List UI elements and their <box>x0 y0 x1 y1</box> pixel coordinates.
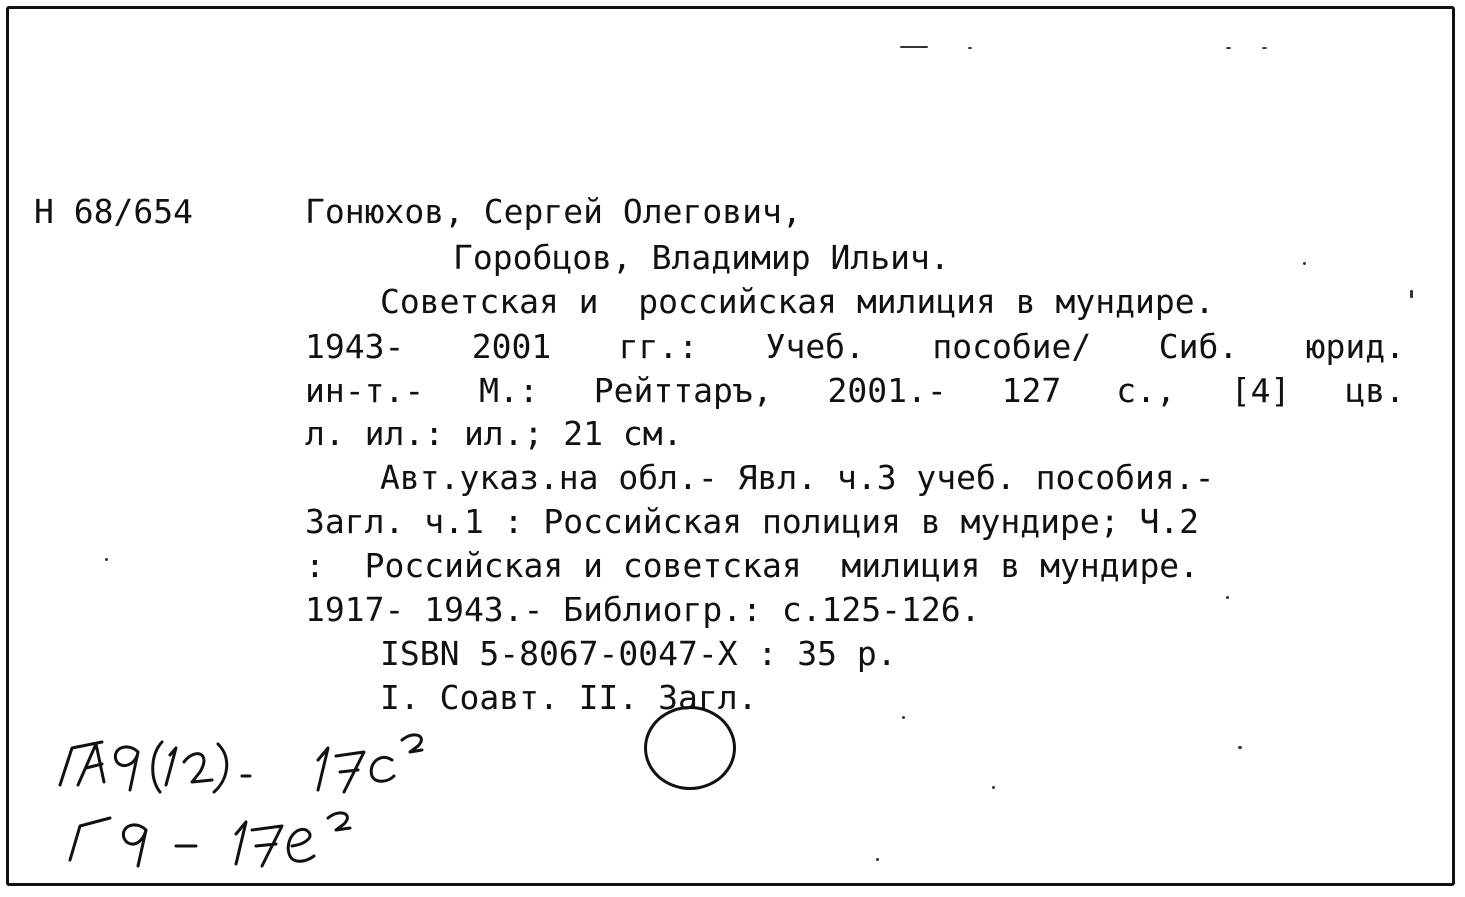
note-line-3: : Российская и советская милиция в мундире. <box>305 546 1200 585</box>
scan-speck <box>1410 290 1413 298</box>
handwritten-stroke <box>288 829 314 861</box>
handwritten-stroke <box>252 826 282 866</box>
imprint-word: 2001.- <box>827 371 947 410</box>
imprint-word: ин-т.- <box>305 371 425 410</box>
handwritten-stroke <box>184 754 212 782</box>
imprint-word: Сиб. <box>1158 327 1239 366</box>
imprint-word: гг.: <box>618 327 699 366</box>
note-line-1: Авт.указ.на обл.- Явл. ч.3 учеб. пособия.- <box>380 458 1215 497</box>
scan-speck <box>1226 596 1229 599</box>
handwritten-stroke <box>371 757 394 781</box>
scan-speck <box>900 46 928 48</box>
handwritten-stroke <box>214 744 227 792</box>
scan-speck <box>1226 47 1231 49</box>
handwritten-stroke <box>318 748 328 790</box>
tracings-line: I. Соавт. II. Загл. <box>380 678 758 717</box>
imprint-word: [4] <box>1230 371 1291 410</box>
title-line: Советская и российская милиция в мундире. <box>380 282 1215 321</box>
shelfmark: Н 68/654 <box>34 192 193 231</box>
imprint-word: юрид. <box>1305 327 1405 366</box>
imprint-word: пособие/ <box>932 327 1092 366</box>
isbn-line: ISBN 5-8067-0047-X : 35 р. <box>380 634 897 673</box>
author-secondary: Горобцов, Владимир Ильич. <box>453 238 950 277</box>
scan-speck <box>105 558 108 561</box>
scan-speck <box>968 47 972 49</box>
note-line-2: Загл. ч.1 : Российская полиция в мундире; Ч.2 <box>305 502 1200 541</box>
imprint-word: 2001 <box>471 327 552 366</box>
handwritten-stroke <box>153 742 162 792</box>
author-primary: Гонюхов, Сергей Олегович, <box>305 192 802 231</box>
imprint-word: цв. <box>1345 371 1405 410</box>
note-line-4: 1917- 1943.- Библиогр.: с.125-126. <box>305 590 981 629</box>
imprint-word: с., <box>1116 371 1176 410</box>
scan-speck <box>992 786 995 789</box>
handwritten-stroke <box>236 822 246 864</box>
handwritten-stroke <box>402 735 422 752</box>
scan-speck <box>1262 47 1267 49</box>
imprint-word: Учеб. <box>765 327 865 366</box>
imprint-word: Рейттаръ, <box>593 371 773 410</box>
handwritten-stroke <box>78 744 104 785</box>
handwritten-stroke <box>70 818 110 860</box>
handwritten-stroke <box>115 747 138 790</box>
scan-speck <box>876 858 879 861</box>
imprint-word: 127 <box>1001 371 1062 410</box>
imprint-word: 1943- <box>305 327 405 366</box>
scan-speck <box>902 716 905 719</box>
handwritten-stroke <box>328 813 350 830</box>
handwritten-stroke <box>166 748 176 785</box>
imprint-line-3: л. ил.: ил.; 21 см. <box>305 414 683 453</box>
scan-speck <box>1303 262 1306 265</box>
handwritten-stroke <box>123 825 146 866</box>
scan-speck <box>1238 746 1242 749</box>
imprint-word: М.: <box>479 371 539 410</box>
handwritten-stroke <box>336 752 364 792</box>
